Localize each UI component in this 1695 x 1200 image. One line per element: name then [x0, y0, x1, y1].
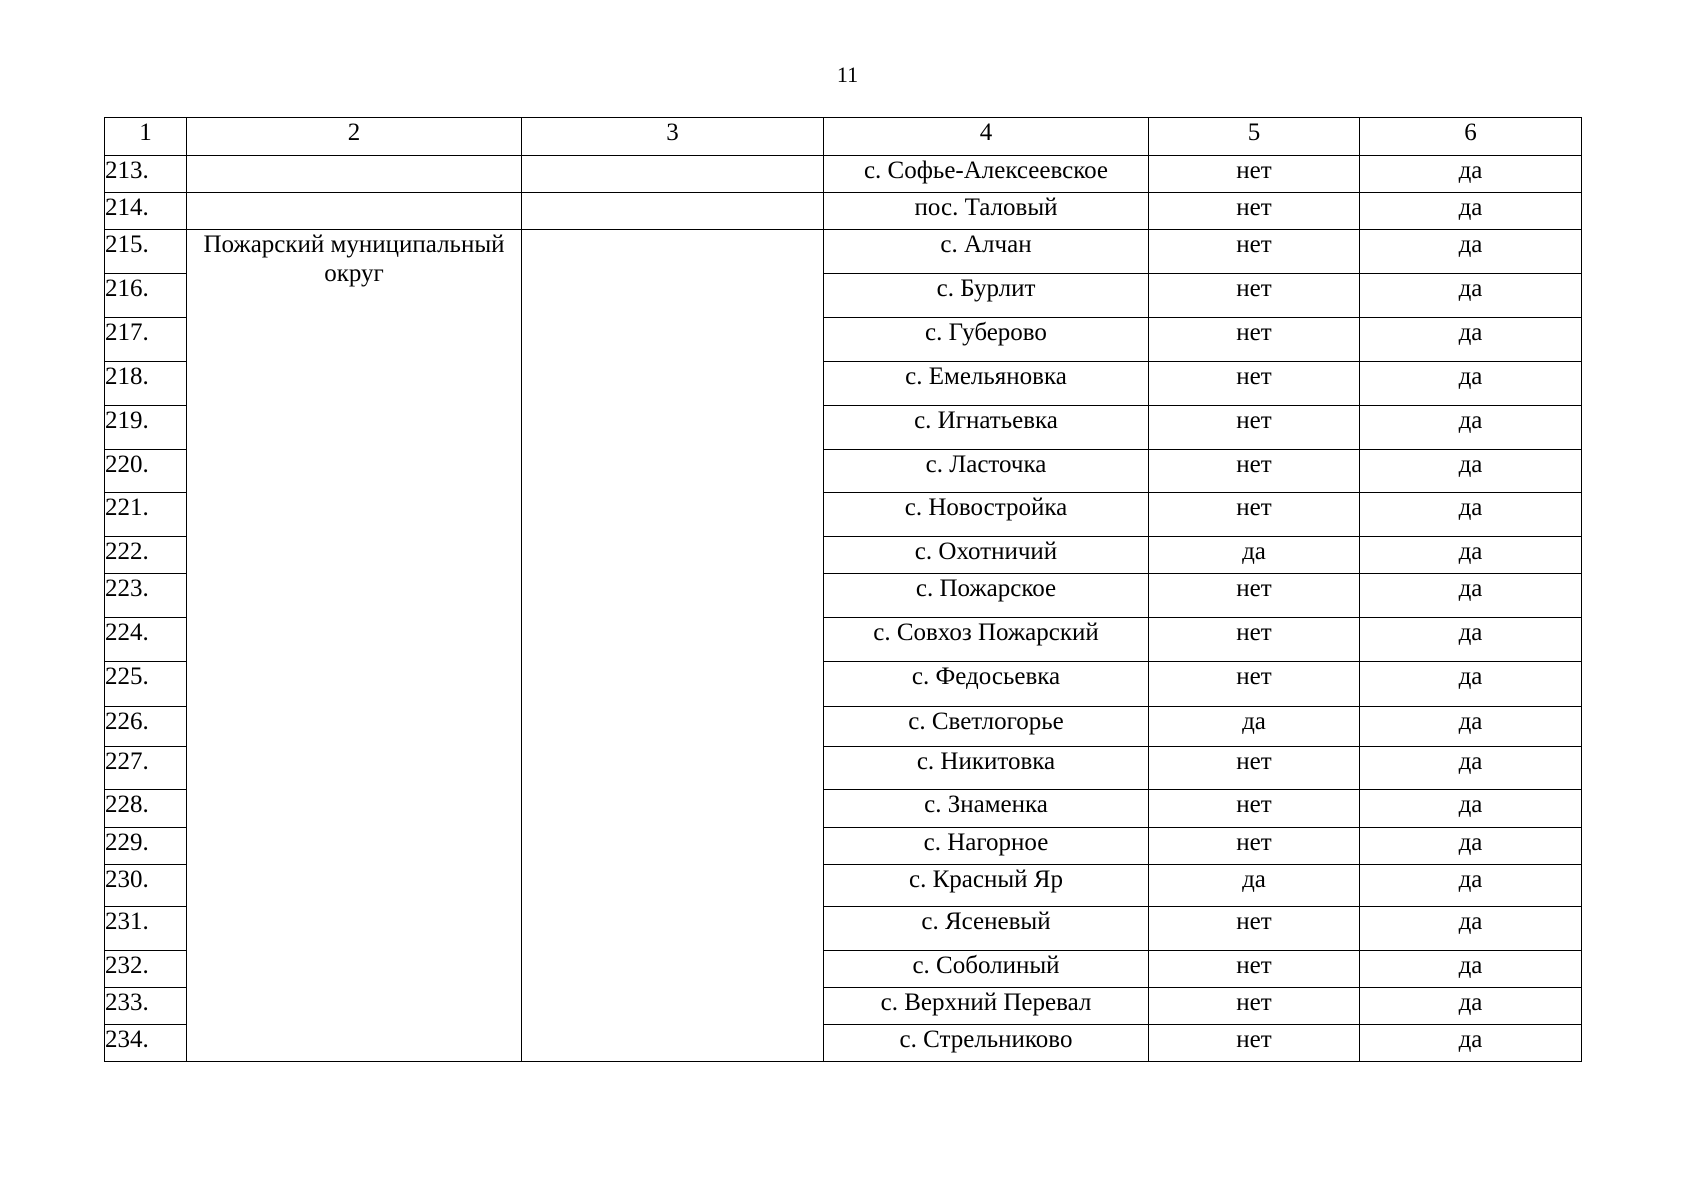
column3-cell — [522, 230, 824, 1062]
district-cell — [187, 193, 522, 230]
row-number-cell: 215. — [105, 230, 187, 274]
column6-value-cell: да — [1360, 662, 1582, 707]
settlement-name-cell: с. Алчан — [824, 230, 1149, 274]
row-number-cell: 217. — [105, 318, 187, 362]
row-number-cell: 220. — [105, 450, 187, 493]
column3-cell — [522, 193, 824, 230]
row-number-cell: 228. — [105, 790, 187, 828]
column6-value-cell: да — [1360, 274, 1582, 318]
column6-value-cell: да — [1360, 707, 1582, 747]
header-cell: 4 — [824, 118, 1149, 156]
column5-value-cell: нет — [1149, 362, 1360, 406]
settlement-name-cell: с. Знаменка — [824, 790, 1149, 828]
column5-value-cell: нет — [1149, 662, 1360, 707]
settlement-name-cell: с. Игнатьевка — [824, 406, 1149, 450]
settlement-name-cell: с. Бурлит — [824, 274, 1149, 318]
settlement-name-cell: с. Ясеневый — [824, 907, 1149, 951]
row-number-cell: 219. — [105, 406, 187, 450]
column6-value-cell: да — [1360, 865, 1582, 907]
settlement-name-cell: с. Софье-Алексеевское — [824, 156, 1149, 193]
column6-value-cell: да — [1360, 1025, 1582, 1062]
column6-value-cell: да — [1360, 406, 1582, 450]
column6-value-cell: да — [1360, 450, 1582, 493]
column6-value-cell: да — [1360, 618, 1582, 662]
row-number-cell: 216. — [105, 274, 187, 318]
column5-value-cell: нет — [1149, 951, 1360, 988]
header-cell: 1 — [105, 118, 187, 156]
settlements-table — [104, 117, 1582, 1062]
column6-value-cell: да — [1360, 156, 1582, 193]
table-header-row — [105, 118, 1582, 156]
column5-value-cell: нет — [1149, 450, 1360, 493]
settlement-name-cell: с. Нагорное — [824, 828, 1149, 865]
header-cell: 2 — [187, 118, 522, 156]
column6-value-cell: да — [1360, 828, 1582, 865]
row-number-cell: 218. — [105, 362, 187, 406]
column5-value-cell: нет — [1149, 193, 1360, 230]
row-number-cell: 223. — [105, 574, 187, 618]
column6-value-cell: да — [1360, 230, 1582, 274]
column5-value-cell: да — [1149, 537, 1360, 574]
settlement-name-cell: с. Никитовка — [824, 747, 1149, 790]
settlement-name-cell: с. Стрельниково — [824, 1025, 1149, 1062]
row-number-cell: 229. — [105, 828, 187, 865]
table-row — [105, 193, 1582, 230]
column6-value-cell: да — [1360, 790, 1582, 828]
column5-value-cell: нет — [1149, 574, 1360, 618]
column6-value-cell: да — [1360, 193, 1582, 230]
row-number-cell: 213. — [105, 156, 187, 193]
column5-value-cell: нет — [1149, 493, 1360, 537]
column3-cell — [522, 156, 824, 193]
column5-value-cell: нет — [1149, 230, 1360, 274]
settlement-name-cell: пос. Таловый — [824, 193, 1149, 230]
settlement-name-cell: с. Красный Яр — [824, 865, 1149, 907]
table-row — [105, 156, 1582, 193]
column6-value-cell: да — [1360, 988, 1582, 1025]
column6-value-cell: да — [1360, 537, 1582, 574]
header-cell: 5 — [1149, 118, 1360, 156]
column5-value-cell: нет — [1149, 747, 1360, 790]
settlement-name-cell: с. Новостройка — [824, 493, 1149, 537]
row-number-cell: 231. — [105, 907, 187, 951]
column5-value-cell: нет — [1149, 790, 1360, 828]
row-number-cell: 227. — [105, 747, 187, 790]
column6-value-cell: да — [1360, 318, 1582, 362]
row-number-cell: 214. — [105, 193, 187, 230]
district-name-cell: Пожарский муниципальный округ — [187, 230, 522, 1062]
page-number: 11 — [836, 62, 859, 87]
settlement-name-cell: с. Светлогорье — [824, 707, 1149, 747]
row-number-cell: 226. — [105, 707, 187, 747]
row-number-cell: 224. — [105, 618, 187, 662]
settlement-name-cell: с. Охотничий — [824, 537, 1149, 574]
settlement-name-cell: с. Соболиный — [824, 951, 1149, 988]
column5-value-cell: нет — [1149, 274, 1360, 318]
settlement-name-cell: с. Губерово — [824, 318, 1149, 362]
settlement-name-cell: с. Пожарское — [824, 574, 1149, 618]
column5-value-cell: нет — [1149, 156, 1360, 193]
column6-value-cell: да — [1360, 574, 1582, 618]
table-row — [105, 230, 1582, 274]
row-number-cell: 232. — [105, 951, 187, 988]
district-cell — [187, 156, 522, 193]
column5-value-cell: нет — [1149, 1025, 1360, 1062]
column5-value-cell: нет — [1149, 988, 1360, 1025]
settlement-name-cell: с. Верхний Перевал — [824, 988, 1149, 1025]
header-cell: 3 — [522, 118, 824, 156]
column6-value-cell: да — [1360, 493, 1582, 537]
settlement-name-cell: с. Емельяновка — [824, 362, 1149, 406]
settlement-name-cell: с. Ласточка — [824, 450, 1149, 493]
column5-value-cell: нет — [1149, 406, 1360, 450]
row-number-cell: 233. — [105, 988, 187, 1025]
column6-value-cell: да — [1360, 747, 1582, 790]
row-number-cell: 230. — [105, 865, 187, 907]
header-cell: 6 — [1360, 118, 1582, 156]
column5-value-cell: нет — [1149, 907, 1360, 951]
settlement-name-cell: с. Федосьевка — [824, 662, 1149, 707]
row-number-cell: 225. — [105, 662, 187, 707]
row-number-cell: 221. — [105, 493, 187, 537]
column5-value-cell: нет — [1149, 318, 1360, 362]
column5-value-cell: нет — [1149, 618, 1360, 662]
column5-value-cell: нет — [1149, 828, 1360, 865]
row-number-cell: 222. — [105, 537, 187, 574]
column5-value-cell: да — [1149, 865, 1360, 907]
settlement-name-cell: с. Совхоз Пожарский — [824, 618, 1149, 662]
column6-value-cell: да — [1360, 907, 1582, 951]
column6-value-cell: да — [1360, 951, 1582, 988]
column6-value-cell: да — [1360, 362, 1582, 406]
column5-value-cell: да — [1149, 707, 1360, 747]
row-number-cell: 234. — [105, 1025, 187, 1062]
